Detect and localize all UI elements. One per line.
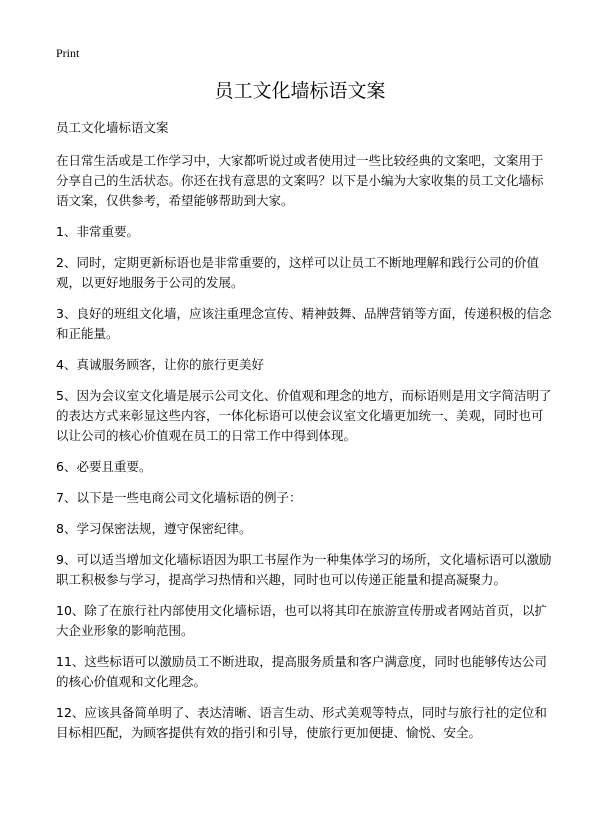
list-item: 10、除了在旅行社内部使用文化墙标语，也可以将其印在旅游宣传册或者网站首页，以扩大企业形象的影响范围。 — [56, 603, 547, 638]
list-item: 1、非常重要。 — [56, 224, 139, 239]
list-item: 3、良好的班组文化墙，应该注重理念宣传、精神鼓舞、品牌营销等方面，传递积极的信念和正能量。 — [56, 306, 552, 341]
document-title: 员工文化墙标语文案 — [214, 80, 386, 102]
list-item: 4、真诚服务顾客，让你的旅行更美好 — [56, 357, 264, 372]
intro-paragraph: 在日常生活或是工作学习中，大家都听说过或者使用过一些比较经典的文案吧，文案用于分享自己的生活状态。你还在找有意思的文案吗？以下是小编为大家收集的员工文化墙标语文案，仅供参考，希望能够帮助到大家。 — [56, 153, 544, 208]
list-item: 11、这些标语可以激励员工不断进取，提高服务质量和客户满意度，同时也能够传达公司的核心价值观和文化理念。 — [56, 654, 547, 689]
document-body — [56, 118, 552, 754]
list-item: 12、应该具备简单明了、表达清晰、语言生动、形式美观等特点，同时与旅行社的定位和目标相匹配，为顾客提供有效的指引和引导，使旅行更加便捷、愉悦、安全。 — [56, 705, 547, 740]
list-item: 9、可以适当增加文化墙标语因为职工书屋作为一种集体学习的场所，文化墙标语可以激励职工积极参与学习，提高学习热情和兴趣，同时也可以传递正能量和提高凝聚力。 — [56, 552, 552, 587]
print-link[interactable]: Print — [56, 46, 80, 60]
list-item: 5、因为会议室文化墙是展示公司文化、价值观和理念的地方，而标语则是用文字简洁明了的表达方式来彰显这些内容，一体化标语可以使会议室文化墙更加统一、美观，同时也可以让公司的核心价值观在员工的日常工作中得到体现。 — [56, 388, 552, 443]
document-subtitle: 员工文化墙标语文案 — [56, 120, 169, 135]
list-item: 7、以下是一些电商公司文化墙标语的例子： — [56, 490, 302, 505]
list-item: 6、必要且重要。 — [56, 459, 152, 474]
list-item: 8、学习保密法规，遵守保密纪律。 — [56, 521, 252, 536]
list-item: 2、同时，定期更新标语也是非常重要的，这样可以让员工不断地理解和践行公司的价值观，以更好地服务于公司的发展。 — [56, 255, 539, 290]
